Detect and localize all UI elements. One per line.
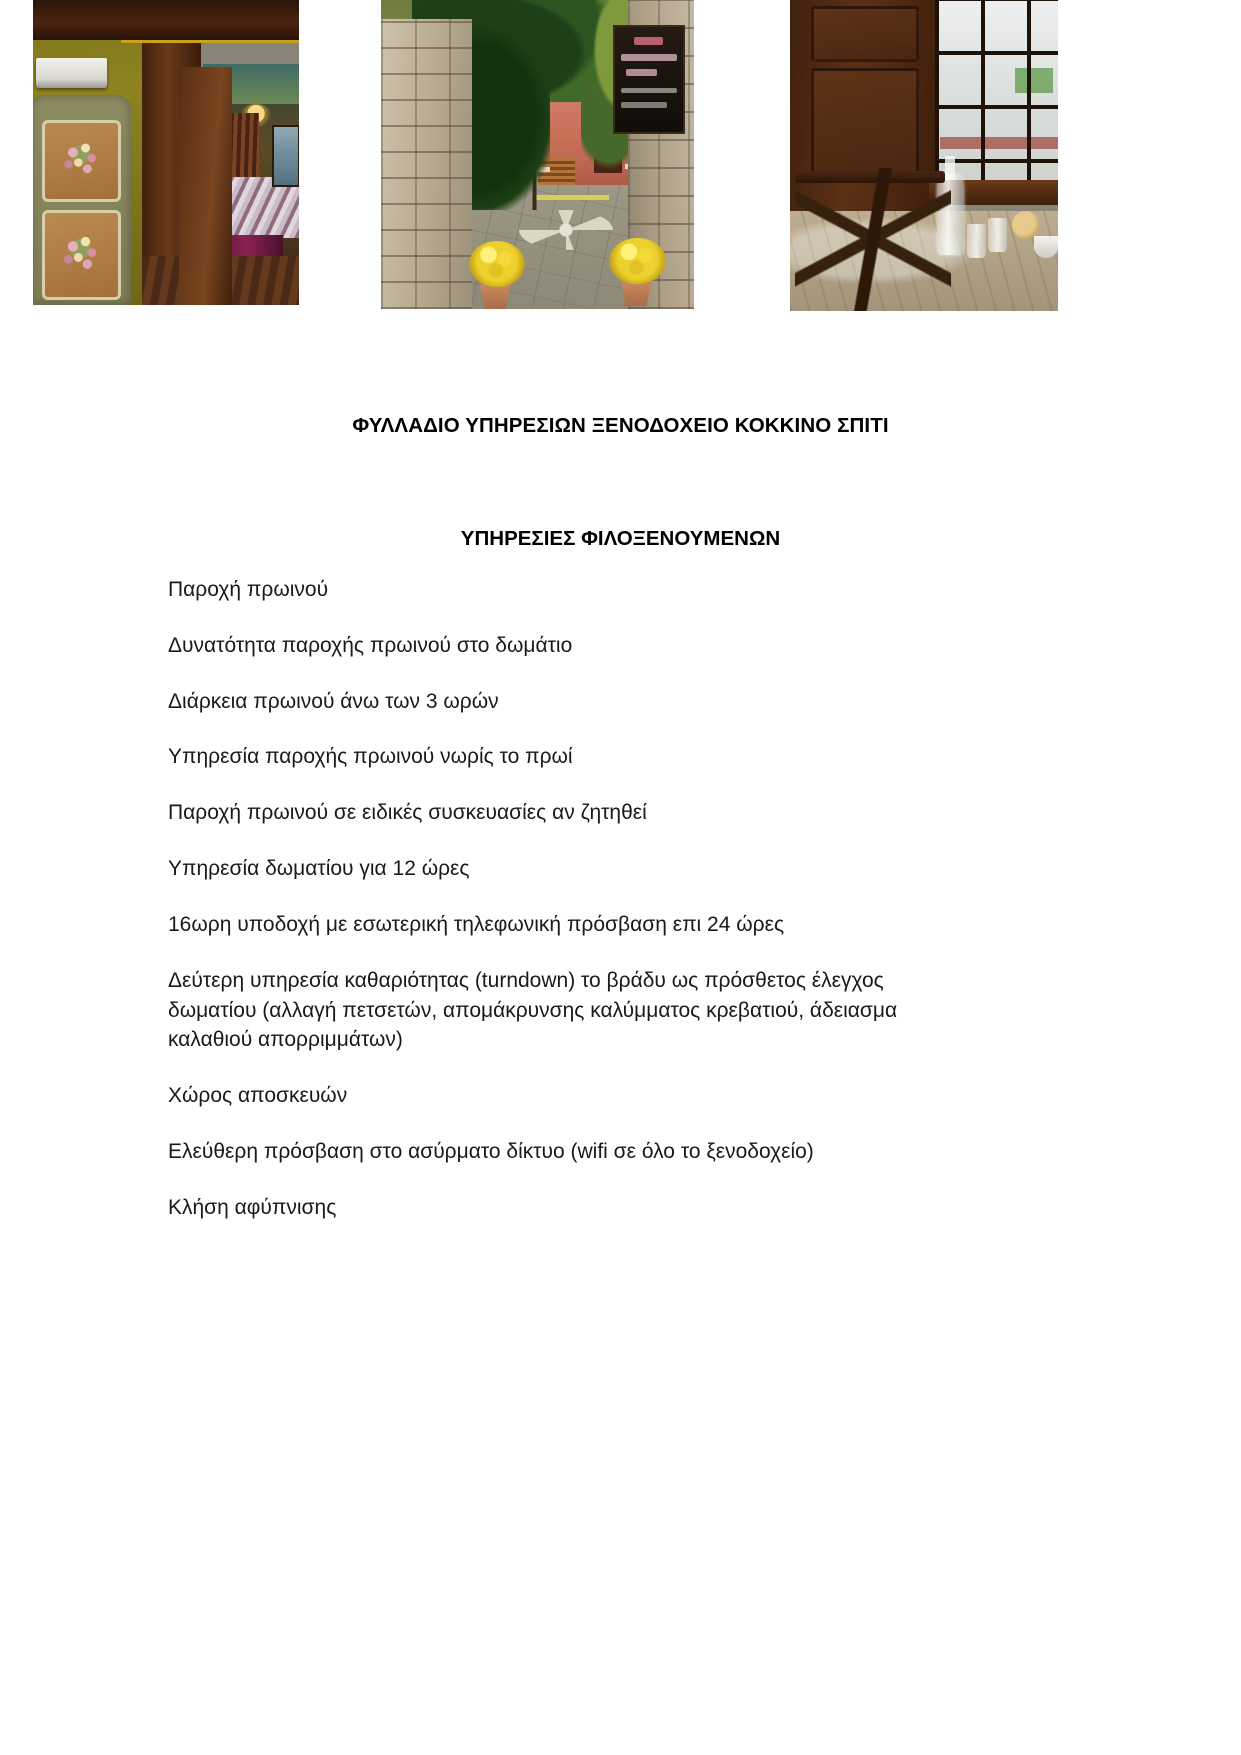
list-item: 16ωρη υποδοχή με εσωτερική τηλεφωνική πρόσβαση επι 24 ώρες [168, 912, 785, 936]
room-window [272, 125, 299, 187]
list-item: Παροχή πρωινού [168, 578, 329, 601]
section-heading-guest-services: ΥΠΗΡΕΣΙΕΣ ΦΙΛΟΞΕΝΟΥΜΕΝΩΝ [460, 527, 781, 550]
page-title: ΦΥΛΛΑΔΙΟ ΥΠΗΡΕΣΙΩΝ ΞΕΝΟΔΟΧΕΙΟ ΚΟΚΚΙΝΟ ΣΠΙΤΙ [352, 414, 889, 437]
list-item: Παροχή πρωινού σε ειδικές συσκευασίες αν ζητηθεί [168, 801, 647, 825]
drinking-glass [988, 218, 1007, 252]
yellow-chrysanthemum-right [609, 238, 665, 284]
air-conditioner [36, 58, 108, 89]
painted-wardrobe [33, 95, 131, 305]
sign-text-line [621, 102, 666, 107]
serving-bowl [1034, 236, 1058, 258]
hotel-room-photo [33, 0, 299, 305]
door-leaf [179, 67, 232, 305]
breakfast-table-photo [790, 0, 1058, 311]
sign-text-line [621, 88, 676, 93]
services-list [168, 575, 958, 1223]
photo-strip [0, 0, 1241, 315]
hotel-signboard [613, 25, 686, 134]
list-item: Υπηρεσία δωματίου για 12 ώρες [168, 857, 470, 881]
list-item: Κλήση αφύπνισης [168, 1195, 337, 1219]
floral-bouquet-icon [59, 229, 104, 278]
list-item: Διάρκεια πρωινού άνω των 3 ωρών [168, 689, 499, 713]
wall-panel [811, 6, 919, 62]
list-item: Δυνατότητα παροχής πρωινού στο δωμάτιο [168, 633, 573, 657]
wardrobe-panel-top [42, 120, 121, 202]
list-item: Υπηρεσία παροχής πρωινού νωρίς το πρωί [168, 745, 573, 769]
sign-text-line [634, 37, 663, 44]
list-item: Χώρος αποσκευών [168, 1084, 348, 1108]
wooden-chair [795, 168, 950, 311]
list-item: Ελεύθερη πρόσβαση στο ασύρματο δίκτυο (wifi σε όλο το ξενοδοχείο) [168, 1139, 814, 1163]
list-item: Δεύτερη υπηρεσία καθαριότητας (turndown) το βράδυ ως πρόσθετος έλεγχος δωματίου (αλλαγή πετσετών, απομάκρυνσης καλύμματος κρεβατιού, άδειασμα καλαθιού απορριμμάτων) [168, 968, 898, 1052]
floral-bouquet-icon [59, 137, 104, 181]
wardrobe-panel-bottom [42, 210, 121, 300]
stone-pillar-left [381, 19, 472, 309]
drinking-glass [967, 224, 986, 258]
pebble-mosaic-star [519, 210, 613, 250]
sign-text-line [626, 69, 658, 76]
yellow-chrysanthemum-left [469, 241, 525, 287]
ceiling-beam [33, 0, 299, 40]
sign-text-line [621, 54, 676, 61]
courtyard-photo [381, 0, 694, 309]
wall-panel [811, 68, 919, 180]
